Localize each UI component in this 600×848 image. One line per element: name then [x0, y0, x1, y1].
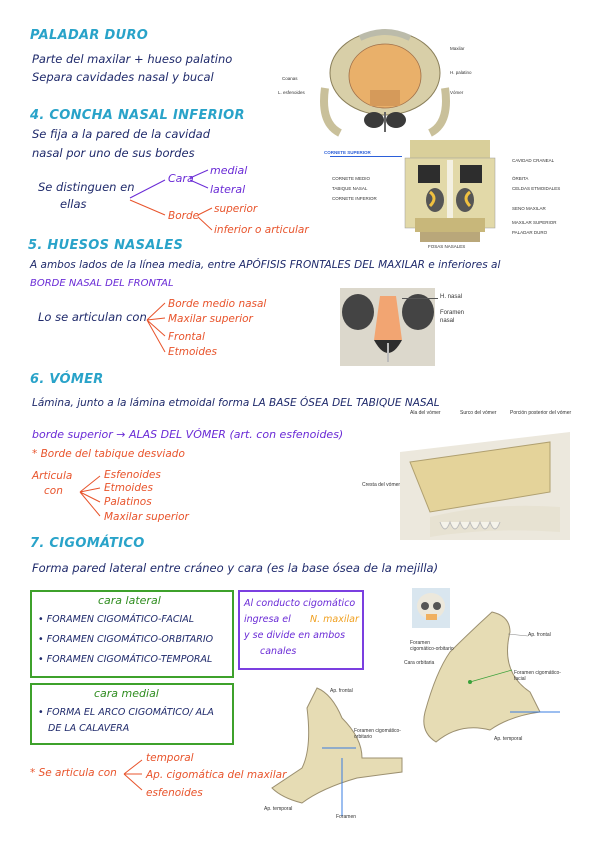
nasales-line-1: A ambos lados de la línea media, entre APÓFISIS FRONTALES DEL MAXILAR e inferiores al — [30, 259, 501, 271]
nasal-bone-label-3: nasal — [440, 318, 455, 324]
cara-lateral-item-2: • FORAMEN CIGOMÁTICO-ORBITARIO — [38, 634, 214, 645]
vomer-item-3: Palatinos — [104, 496, 152, 508]
palate-label-1: Maxilar — [450, 46, 465, 51]
zyg-med-label-1: Ap. frontal — [330, 688, 353, 694]
nasal-label-l4: CORNETE INFERIOR — [332, 196, 377, 201]
cigomatico-art-1: temporal — [146, 752, 194, 764]
palate-figure — [278, 28, 472, 138]
concha-lateral: lateral — [210, 183, 246, 196]
zyg-lat-label-2: Foramen cigomático-orbitario — [410, 640, 454, 652]
concha-borde: Borde — [168, 210, 200, 222]
nasal-bone-figure — [340, 288, 490, 368]
palate-label-5: L. esfenoides — [278, 90, 305, 95]
zyg-med-label-2: Foramen cigomático-orbitario — [354, 728, 401, 740]
paladar-line-2: Separa cavidades nasal y bucal — [32, 70, 214, 84]
cara-medial-item-1: • FORMA EL ARCO CIGOMÁTICO/ ALA — [38, 707, 214, 718]
zyg-lat-label-3: Cara orbitaria — [404, 660, 435, 666]
section-title-paladar: PALADAR DURO — [30, 28, 149, 43]
cara-medial-box — [30, 683, 234, 745]
vomer-figure — [360, 410, 570, 540]
nasal-label-r1: CAVIDAD CRANEAL — [512, 158, 555, 163]
palate-illustration — [300, 28, 470, 138]
conducto-note-box — [238, 590, 364, 670]
cigomatico-art-3: esfenoides — [146, 787, 203, 799]
zygomatic-lateral-figure — [400, 612, 580, 762]
note-line-4: canales — [260, 646, 297, 657]
cara-medial-title: cara medial — [94, 687, 159, 700]
nasales-item-4: Etmoides — [168, 346, 217, 358]
concha-dist-1: Se distinguen en — [38, 180, 135, 194]
nasal-label-l2: CORNETE MEDIO — [332, 176, 371, 181]
nasal-label-r3: CELDAS ETMOIDALES — [512, 186, 561, 191]
zygomatic-medial-illustration — [262, 688, 412, 818]
paladar-line-1: Parte del maxilar + hueso palatino — [32, 52, 233, 66]
vomer-item-1: Esfenoides — [104, 469, 161, 481]
zyg-lat-label-4: Foramen cigomático-facial — [514, 670, 561, 682]
nasal-cavity-figure — [324, 140, 570, 250]
concha-superior: superior — [214, 203, 258, 215]
vomer-label-3: Porción posterior del vómer — [510, 410, 572, 416]
cara-lateral-box — [30, 590, 234, 678]
note-line-1: Al conducto cigomático — [244, 598, 356, 609]
nasal-label-l3: TABIQUE NASAL — [332, 186, 368, 191]
nasales-item-1: Borde medio nasal — [168, 298, 267, 310]
cigomatico-line-1: Forma pared lateral entre cráneo y cara (es la base ósea de la mejilla) — [32, 561, 439, 575]
vomer-label-4: Cresta del vómer — [362, 482, 401, 488]
vomer-art-2: con — [44, 485, 63, 497]
vomer-item-4: Maxilar superior — [104, 511, 189, 523]
nasal-label-r7: PALADAR DURO — [512, 230, 548, 235]
cara-medial-item-2: DE LA CALAVERA — [48, 723, 130, 734]
vomer-line-3: * Borde del tabique desviado — [32, 448, 185, 460]
cigomatico-art: * Se articula con — [30, 767, 117, 779]
nasal-bone-label-1: H. nasal — [440, 294, 463, 300]
nasales-item-2: Maxilar superior — [168, 313, 253, 325]
palate-label-4: Coanas — [282, 76, 298, 81]
vomer-line-2: borde superior → ALAS DEL VÓMER (art. con esfenoides) — [32, 428, 344, 441]
cigomatico-bracket — [122, 758, 148, 798]
concha-line-2: nasal por uno de sus bordes — [32, 146, 195, 160]
vomer-line-1: Lámina, junto a la lámina etmoidal forma LA BASE ÓSEA DEL TABIQUE NASAL — [32, 397, 440, 409]
nasal-cavity-illustration — [400, 140, 500, 248]
nasales-art: Lo se articulan con — [38, 310, 147, 324]
section-title-concha: 4. CONCHA NASAL INFERIOR — [30, 108, 245, 123]
nasal-label-l1: CORNETE SUPERIOR — [324, 150, 371, 155]
cigomatico-art-2: Ap. cigomática del maxilar — [146, 769, 287, 781]
note-line-2: ingresa el — [244, 614, 291, 625]
zygomatic-lateral-illustration — [400, 612, 580, 762]
nasal-label-r4: SENO MAXILAR — [512, 206, 546, 211]
cara-lateral-item-1: • FORAMEN CIGOMÁTICO-FACIAL — [38, 614, 195, 625]
zyg-lat-label-5: Ap. temporal — [494, 736, 523, 742]
nasales-item-3: Frontal — [168, 331, 205, 343]
palate-label-3: Vómer — [450, 90, 464, 95]
concha-medial: medial — [210, 164, 248, 177]
section-title-nasales: 5. HUESOS NASALES — [28, 238, 184, 253]
cara-lateral-title: cara lateral — [98, 594, 161, 607]
note-line-2b: N. maxilar — [310, 614, 359, 625]
nasal-bone-label-2: Foramen — [440, 310, 465, 316]
concha-inferior: inferior o articular — [214, 224, 309, 236]
nasales-line-2: BORDE NASAL DEL FRONTAL — [30, 278, 174, 289]
zyg-lat-label-1: Ap. frontal — [528, 632, 551, 638]
concha-cara: Cara — [168, 172, 194, 185]
nasal-label-r2: ÓRBITA — [512, 176, 529, 181]
zygomatic-medial-figure — [262, 688, 412, 818]
vomer-illustration — [400, 422, 570, 540]
vomer-label-2: Surco del vómer — [460, 410, 497, 416]
concha-dist-2: ellas — [60, 197, 87, 211]
concha-line-1: Se fija a la pared de la cavidad — [32, 127, 211, 141]
palate-label-2: H. palatino — [450, 70, 472, 75]
section-title-cigomatico: 7. CIGOMÁTICO — [30, 536, 145, 551]
section-title-vomer: 6. VÓMER — [30, 372, 104, 387]
note-line-3: y se divide en ambos — [244, 630, 346, 641]
nasal-bone-illustration — [340, 288, 435, 366]
cara-lateral-item-3: • FORAMEN CIGOMÁTICO-TEMPORAL — [38, 654, 213, 665]
nasal-label-r6: FOSAS NASALES — [428, 244, 466, 249]
vomer-item-2: Etmoides — [104, 482, 153, 494]
zyg-med-label-4: Foramen — [336, 814, 357, 820]
nasal-label-r5: MAXILAR SUPERIOR — [512, 220, 557, 225]
zyg-med-label-3: Ap. temporal — [264, 806, 293, 812]
vomer-art-1: Articula — [32, 470, 73, 482]
vomer-label-1: Ala del vómer — [410, 410, 441, 416]
